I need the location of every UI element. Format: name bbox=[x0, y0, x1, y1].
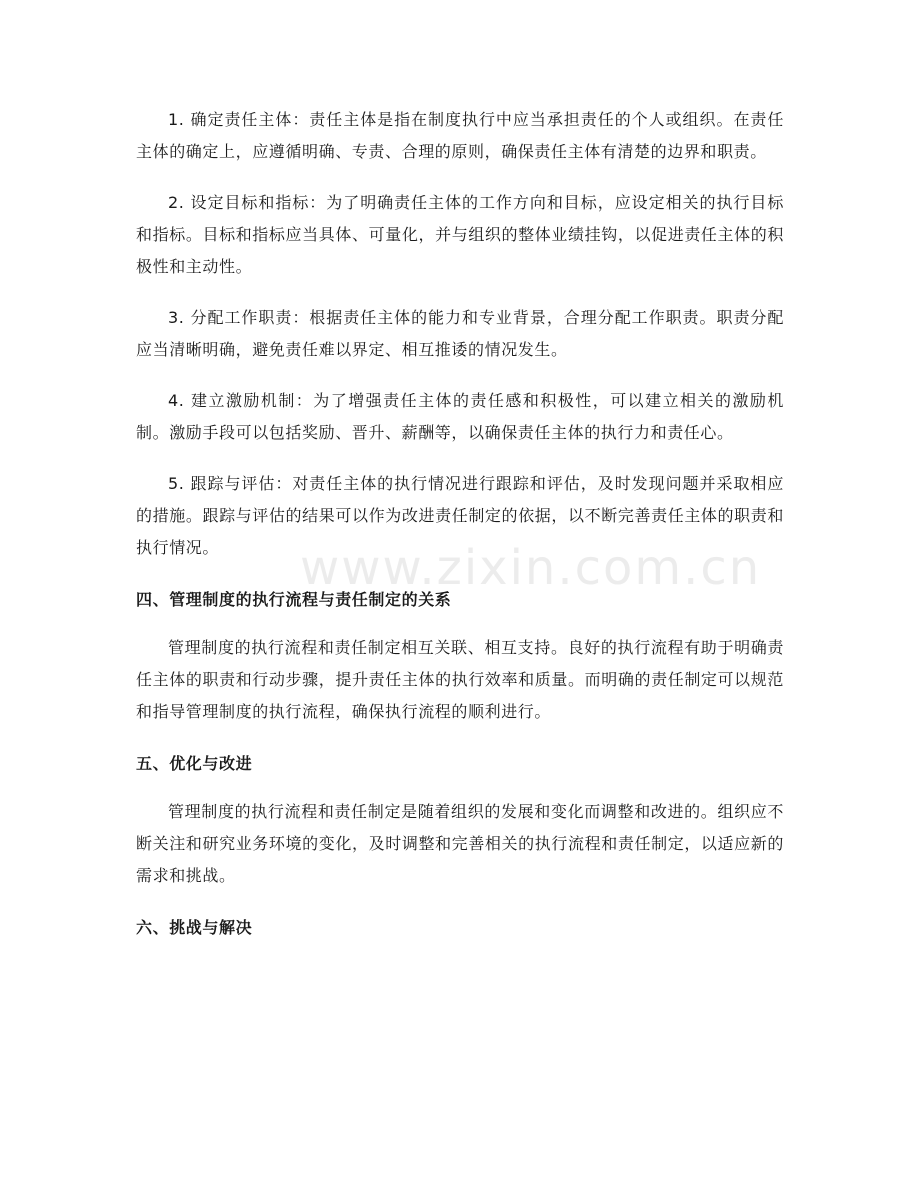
section-6-heading: 六、挑战与解决 bbox=[136, 918, 253, 937]
list-item-5: 5. 跟踪与评估：对责任主体的执行情况进行跟踪和评估，及时发现问题并采取相应的措施。跟踪与评估的结果可以作为改进责任制定的依据，以不断完善责任主体的职责和执行情况。 bbox=[136, 474, 784, 557]
list-item-1: 1. 确定责任主体：责任主体是指在制度执行中应当承担责任的个人或组织。在责任主体的确定上，应遵循明确、专责、合理的原则，确保责任主体有清楚的边界和职责。 bbox=[136, 110, 784, 161]
section-4-heading: 四、管理制度的执行流程与责任制定的关系 bbox=[136, 590, 452, 609]
section-5-heading: 五、优化与改进 bbox=[136, 754, 253, 773]
list-item-3: 3. 分配工作职责：根据责任主体的能力和专业背景，合理分配工作职责。职责分配应当清晰明确，避免责任难以界定、相互推诿的情况发生。 bbox=[136, 308, 784, 359]
section-5-body: 管理制度的执行流程和责任制定是随着组织的发展和变化而调整和改进的。组织应不断关注和研究业务环境的变化，及时调整和完善相关的执行流程和责任制定，以适应新的需求和挑战。 bbox=[136, 802, 784, 885]
section-4-body: 管理制度的执行流程和责任制定相互关联、相互支持。良好的执行流程有助于明确责任主体的职责和行动步骤，提升责任主体的执行效率和质量。而明确的责任制定可以规范和指导管理制度的执行流程，确保执行流程的顺利进行。 bbox=[136, 638, 784, 721]
list-item-2: 2. 设定目标和指标：为了明确责任主体的工作方向和目标，应设定相关的执行目标和指标。目标和指标应当具体、可量化，并与组织的整体业绩挂钩，以促进责任主体的积极性和主动性。 bbox=[136, 193, 784, 276]
list-item-4: 4. 建立激励机制：为了增强责任主体的责任感和积极性，可以建立相关的激励机制。激励手段可以包括奖励、晋升、薪酬等，以确保责任主体的执行力和责任心。 bbox=[136, 391, 784, 442]
document-body bbox=[136, 104, 784, 944]
watermark: www.zixin.com.cn bbox=[300, 540, 762, 596]
